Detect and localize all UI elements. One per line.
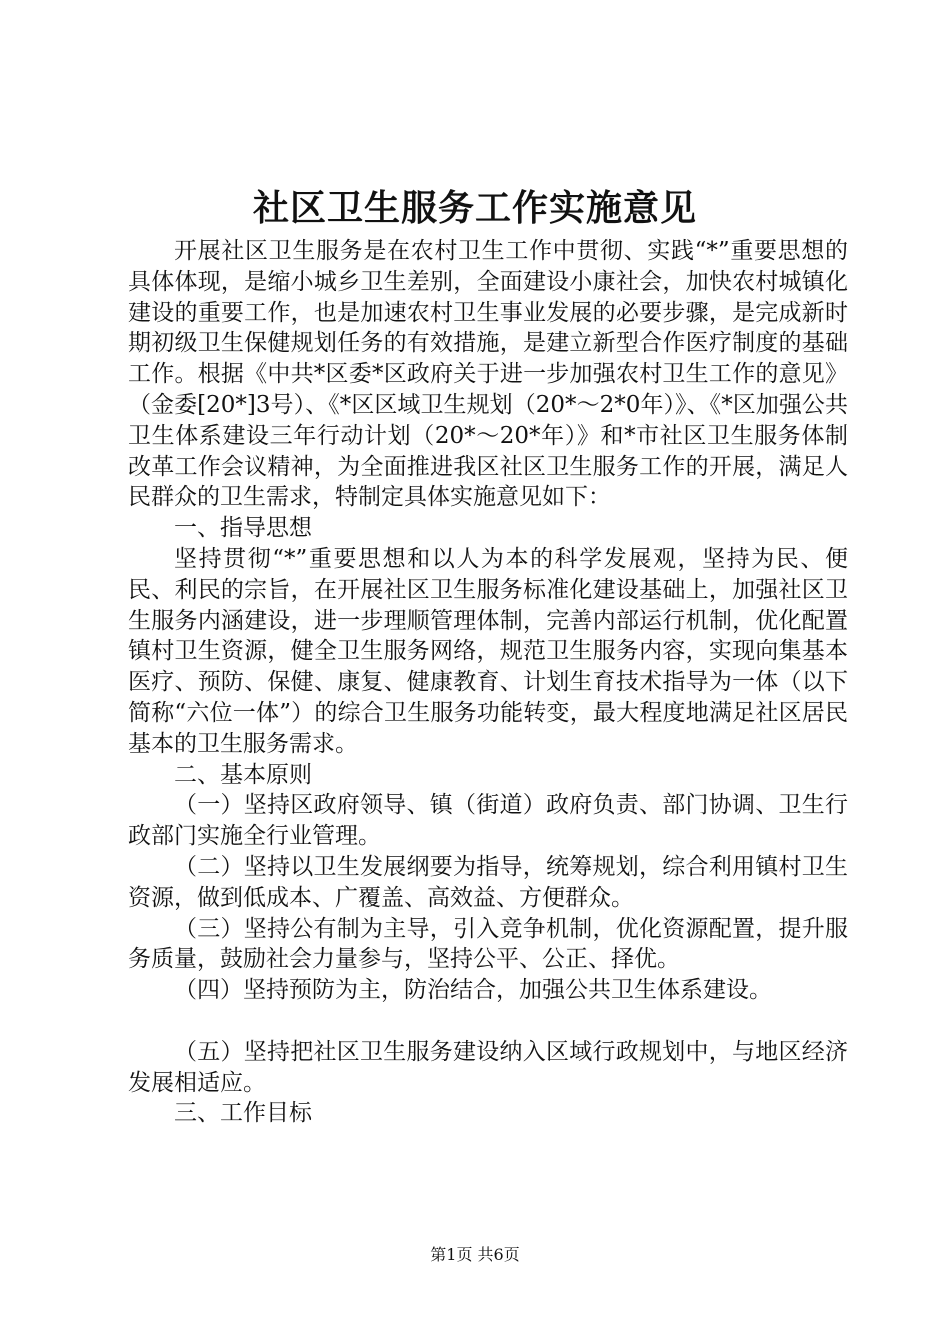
intro-paragraph: 开展社区卫生服务是在农村卫生工作中贯彻、实践“*”重要思想的具体体现，是缩小城乡卫生差别，全面建设小康社会，加快农村城镇化建设的重要工作，也是加速农村卫生事业发展的必要步骤，是完成新时期初级卫生保健规划任务的有效措施，是建立新型合作医疗制度的基础工作。根据《中共*区委*区政府关于进一步加强农村卫生工作的意见》（金委[20*]3号）、《*区区域卫生规划（20*～2*0年）》、《*区加强公共卫生体系建设三年行动计划（20*～20*年）》和*市社区卫生服务体制改革工作会议精神，为全面推进我区社区卫生服务工作的开展，满足人民群众的卫生需求，特制定具体实施意见如下： [128, 238, 848, 511]
section-heading-basic-principles: 二、基本原则 [174, 761, 312, 788]
document-body [128, 236, 848, 1129]
principle-item: （五）坚持把社区卫生服务建设纳入区域行政规划中，与地区经济发展相适应。 [128, 1038, 848, 1096]
principle-item: （一）坚持区政府领导、镇（街道）政府负责、部门协调、卫生行政部门实施全行业管理。 [128, 792, 848, 850]
page-footer: 第1页 共6页 [430, 1245, 520, 1264]
guiding-thought-paragraph: 坚持贯彻“*”重要思想和以人为本的科学发展观，坚持为民、便民、利民的宗旨，在开展社区卫生服务标准化建设基础上，加强社区卫生服务内涵建设，进一步理顺管理体制，完善内部运行机制，优化配置镇村卫生资源，健全卫生服务网络，规范卫生服务内容，实现向集基本医疗、预防、保健、康复、健康教育、计划生育技术指导为一体（以下简称“六位一体”）的综合卫生服务功能转变，最大程度地满足社区居民基本的卫生服务需求。 [128, 545, 848, 757]
section-heading-work-goals: 三、工作目标 [174, 1100, 312, 1127]
section-heading-guiding-thought: 一、指导思想 [174, 515, 312, 542]
principle-item: （四）坚持预防为主，防治结合，加强公共卫生体系建设。 [174, 977, 772, 1004]
document-title: 社区卫生服务工作实施意见 [252, 187, 697, 229]
principle-item: （三）坚持公有制为主导，引入竞争机制，优化资源配置，提升服务质量，鼓励社会力量参与，坚持公平、公正、择优。 [128, 915, 848, 973]
principle-item: （二）坚持以卫生发展纲要为指导，统筹规划，综合利用镇村卫生资源，做到低成本、广覆盖、高效益、方便群众。 [128, 853, 848, 911]
